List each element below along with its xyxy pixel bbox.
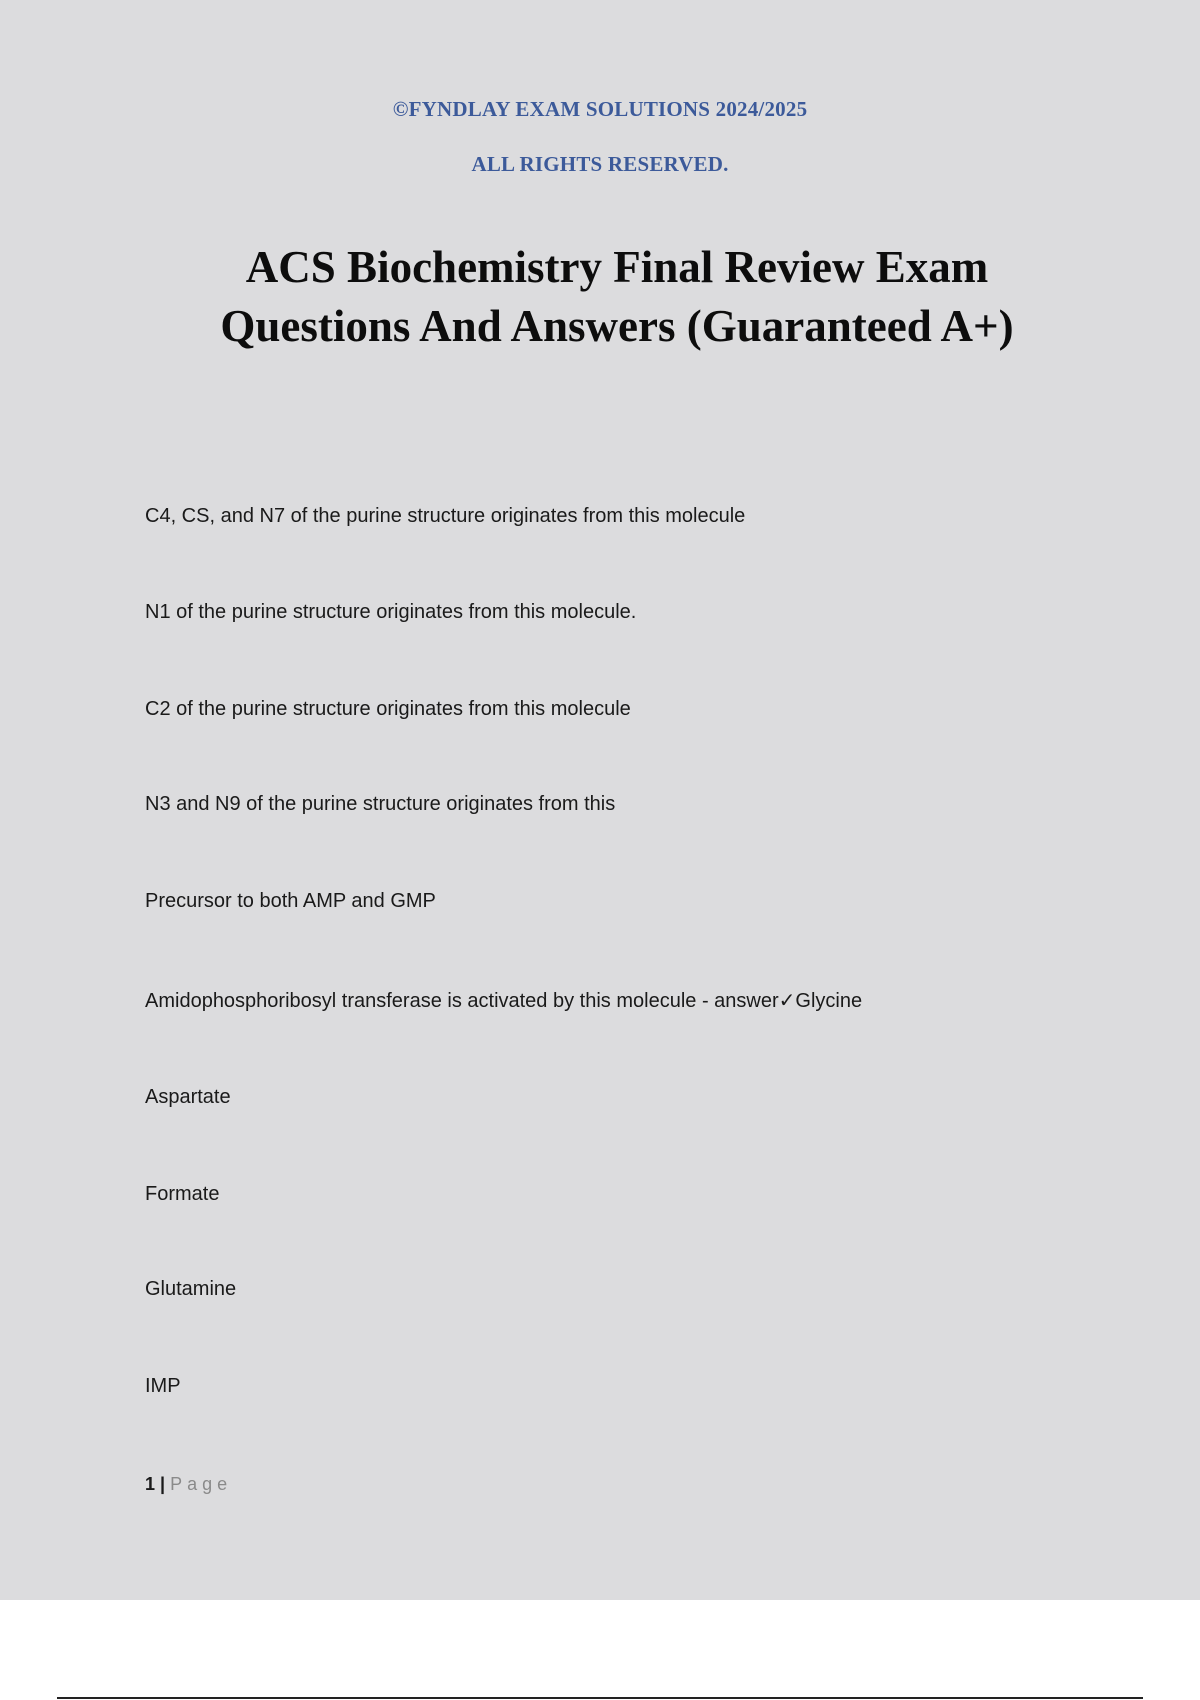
answer-option: IMP xyxy=(145,1375,181,1397)
question-item: N1 of the purine structure originates from this molecule. xyxy=(145,601,637,623)
page-number-footer xyxy=(145,1474,232,1495)
page-label: Page xyxy=(170,1474,233,1494)
page-number: 1 xyxy=(145,1474,156,1494)
page-separator: | xyxy=(155,1474,171,1494)
question-item: C2 of the purine structure originates from this molecule xyxy=(145,698,631,720)
answer-option: Glutamine xyxy=(145,1278,237,1300)
question-item: Amidophosphoribosyl transferase is activated by this molecule - answer✓Glycine xyxy=(145,990,863,1012)
bottom-divider xyxy=(57,1697,1143,1699)
rights-reserved-header: ALL RIGHTS RESERVED. xyxy=(471,152,729,176)
copyright-header: ©FYNDLAY EXAM SOLUTIONS 2024/2025 xyxy=(392,97,808,121)
answer-option: Aspartate xyxy=(145,1086,231,1108)
answer-option: Formate xyxy=(145,1183,220,1205)
document-title-line-2: Questions And Answers (Guaranteed A+) xyxy=(220,301,1014,351)
question-item: Precursor to both AMP and GMP xyxy=(145,890,436,912)
document-title-line-1: ACS Biochemistry Final Review Exam xyxy=(245,242,989,292)
question-item: C4, CS, and N7 of the purine structure originates from this molecule xyxy=(145,505,746,527)
question-item: N3 and N9 of the purine structure originates from this xyxy=(145,793,616,815)
